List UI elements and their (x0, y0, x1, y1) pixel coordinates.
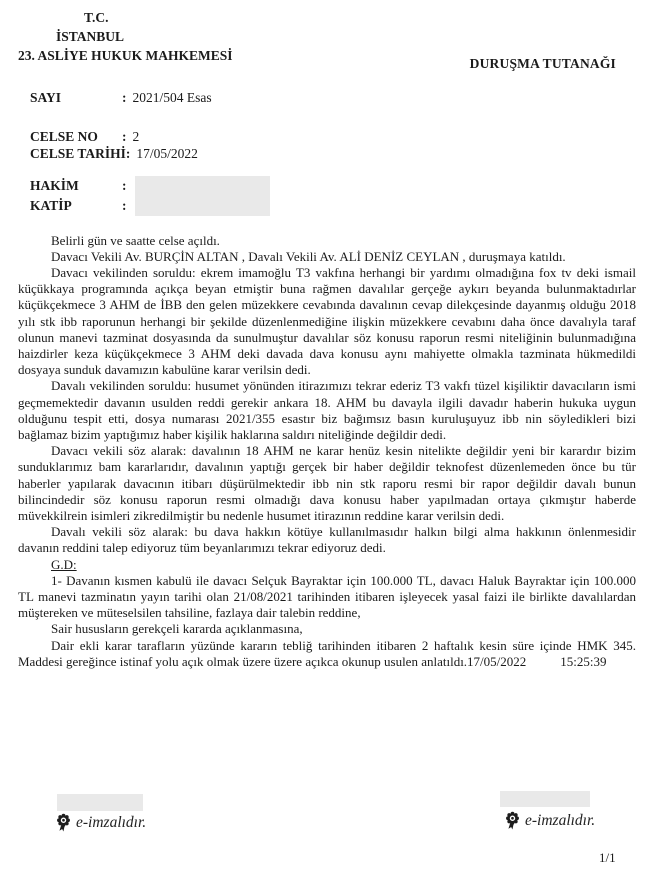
closing-time: 15:25:39 (560, 653, 607, 669)
colon: : (122, 197, 127, 213)
plaintiff-counsel-rebuttal: Davacı vekili söz alarak: davalının 18 AHM ne karar henüz kesin nitelikte değildir yeni bir karardır bizim sunduklarımız bam kararlarıdır, davalının yaptığı gerçek bir haber değildir teknofest düzenlemeden önce bu tür haberler yapılarak davacının itibarı düşürülmektedir ibb nin stk raporu resmi bir rapor değildir davalı bunun bilincindedir söz konusu raporun resmi olmadığı dava konusu haber yapılmadan ortaya çıkmıştır haberde müvekkilrein isimleri zikredilmiştir bu nedenle husumet itirazının reddine karar verilsin dedi. (18, 443, 636, 523)
case-number-label: SAYI (30, 90, 62, 105)
seal-icon (56, 813, 71, 832)
session-number-row (30, 128, 650, 146)
ruling-item: 1- Davanın kısmen kabulü ile davacı Selçuk Bayraktar için 100.000 TL, davacı Haluk Bayraktar için 100.000 TL manevi tazminatın yayın tarihi olan 21/08/2021 tarihinden itibaren işleyecek yasal faizi ile birlikte davalılardan müştereken ve müteselsilen tahsiline, fazlaya dair talebin reddine, (18, 572, 636, 621)
interim-decision-heading (18, 557, 636, 573)
clerk-row (30, 196, 650, 216)
e-signature-left (56, 813, 146, 832)
judge-label: HAKİM (30, 177, 79, 193)
redacted-signature-name-right (500, 791, 590, 807)
plaintiff-counsel-statement: Davacı vekilinden soruldu: ekrem imamoğlu T3 vakfına herhangi bir yardımı olmadığına fox tv deki ismail küçükkaya programında açıkça beyan etmiştir buna rağmen davalılar gerçeğe aykırı beyanda bulunmaktadırlar küçükçekmece 3 AHM de İBB den gelen müzekkere cevabında davalının cevap dilekçesinde dayanmış olduğu 2018 yılı stk ibb raporunun herhangi bir şekilde düzenlenmediğine ilişkin müzekkere cevabını daha önce davalıyla taraf olunun manevi tazminat dosyasında da sunulmuştur davalılar söz konusu raporun resmi niteliğinin bulunmadığına haizdirler keza küçükçekmece 3 AHM deki davada dava konusu aynı mahiyette olmakla tazminata hükmedildi dosyaya sunduk davamızın kabulüne karar verilsin dedi. (18, 264, 636, 378)
session-number-value: 2 (132, 128, 140, 144)
session-number-label: CELSE NO (30, 128, 98, 144)
session-date-label: CELSE TARİHİ (30, 146, 126, 161)
defendant-counsel-statement: Davalı vekilinden soruldu: husumet yönünden itirazımızı tekrar ederiz T3 vakfı tüzel kişiliktir davacıların ismi geçmemektedir davanın usulden reddi gerekir ankara 18. AHM bu davayla ilgili davadır haberin hukuka uygun olduğunu tespit etti, dosya numarası 2021/355 esastır biz bağımsız basın kuruluşuyuz ibb nin söyledikleri bizi bağlamaz bizim yaptığımız haber kişilik haklarına saldırı niteliğinde değildir dedi. (18, 378, 636, 442)
other-matters-paragraph: Sair hususların gerekçeli kararda açıklanmasına, (51, 621, 303, 637)
defendant-counsel-rebuttal: Davalı vekili söz alarak: bu dava hakkın kötüye kullanılmasıdır halkın bilgi alma hakkının önlenmesidir davanın reddini talep ediyoruz tüm beyanlarımızı tekrar ediyoruz dedi. (18, 524, 636, 556)
closing-text: Dair ekli karar tarafların yüzünde kararın tebliğ tarihinden itibaren 2 haftalık kesin süre içinde HMK 345. Maddesi gereğince istinaf yolu açık olmak üzere üzere açıkca okunup usulen anlatıldı.17/05/2022 (18, 637, 636, 669)
judge-row (30, 176, 650, 196)
page-number: 1/1 (599, 850, 616, 865)
city-label: İSTANBUL (56, 29, 125, 44)
case-info (30, 89, 650, 216)
colon: : (122, 90, 127, 105)
redacted-signature-name-left (57, 794, 143, 811)
clerk-label: KATİP (30, 197, 72, 213)
e-signature-right (505, 811, 595, 830)
closing-paragraph (18, 638, 636, 670)
session-opened-paragraph: Belirli gün ve saatte celse açıldı. (51, 232, 220, 248)
hearing-minutes (18, 233, 636, 670)
redacted-clerk-name (135, 196, 270, 216)
colon: : (122, 177, 127, 193)
colon: : (122, 128, 127, 144)
case-number-row (30, 89, 650, 107)
case-number-value: 2021/504 Esas (132, 90, 212, 105)
seal-icon (505, 811, 520, 830)
colon: : (125, 146, 131, 161)
e-signature-label: e-imzalıdır. (525, 811, 596, 829)
e-signature-label: e-imzalıdır. (76, 813, 147, 831)
session-date-value: 17/05/2022 (136, 146, 198, 161)
attendance-paragraph: Davacı Vekili Av. BURÇİN ALTAN , Davalı Vekili Av. ALİ DENİZ CEYLAN , duruşmaya katıldı. (51, 248, 566, 264)
document-title: DURUŞMA TUTANAĞI (469, 56, 616, 71)
gd-label: G.D: (51, 556, 77, 572)
redacted-judge-name (135, 176, 270, 196)
session-date-row (30, 145, 650, 163)
republic-label: T.C. (84, 10, 109, 25)
court-name: 23. ASLİYE HUKUK MAHKEMESİ (18, 48, 233, 63)
